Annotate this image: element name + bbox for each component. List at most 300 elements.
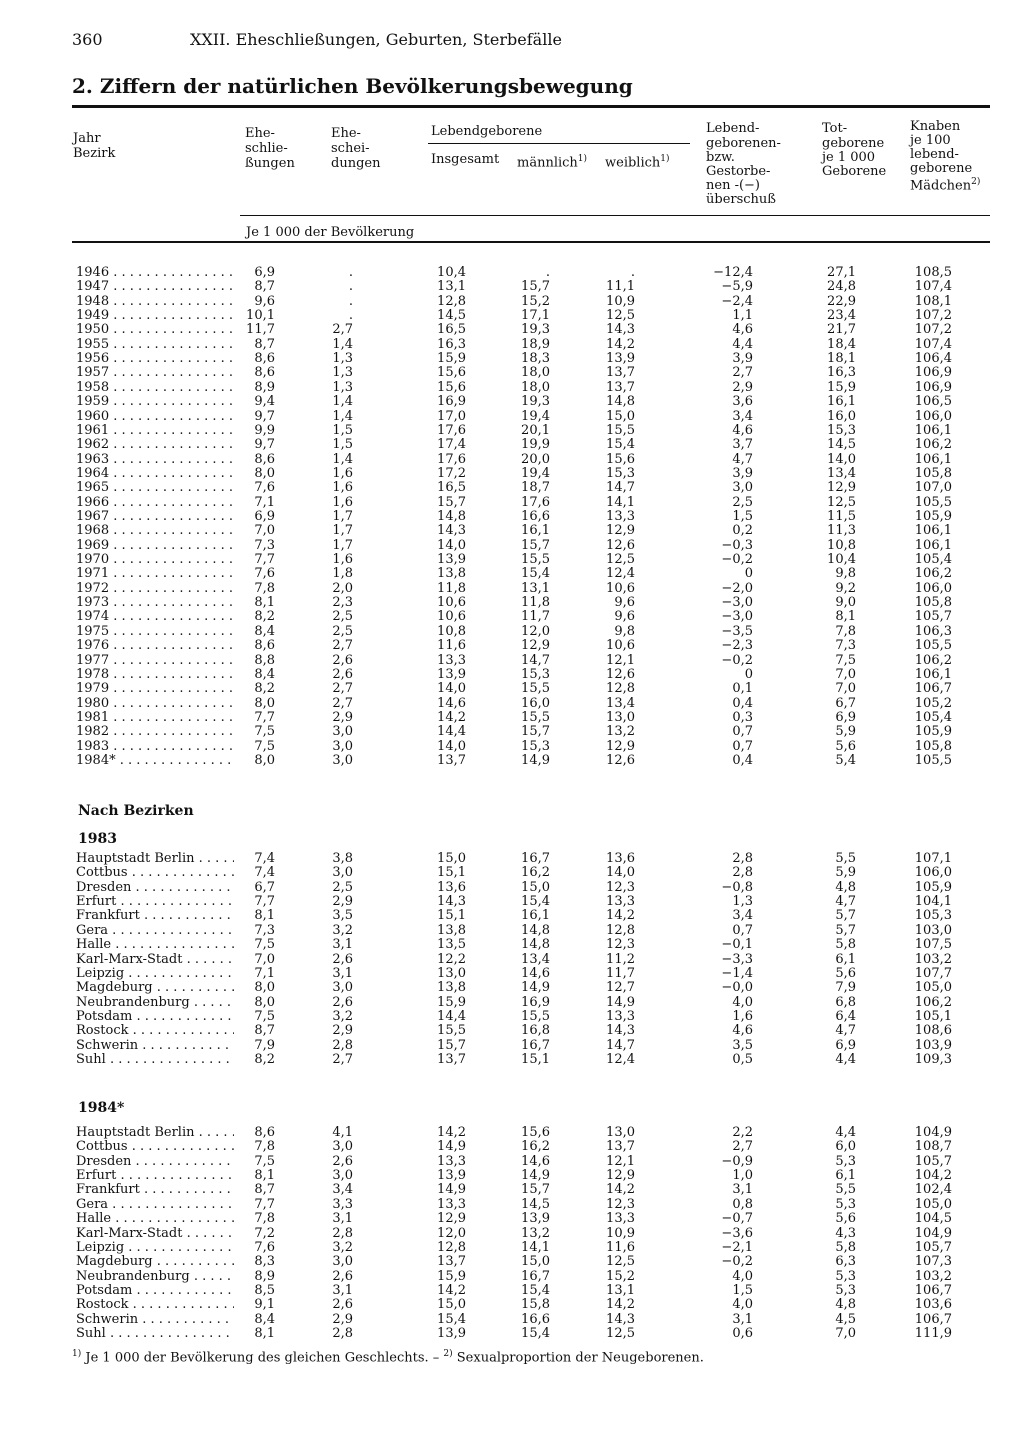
header-text: Tot- (822, 121, 848, 136)
cell-eheschliessungen: 7,3 (254, 922, 275, 938)
cell-insgesamt: 15,7 (437, 1037, 466, 1053)
cell-totgeborene: 5,9 (835, 724, 856, 740)
cell-knaben: 106,5 (914, 394, 952, 410)
cell-ueberschuss: 0,2 (732, 523, 753, 539)
cell-totgeborene: 4,8 (835, 879, 856, 895)
cell-insgesamt: 13,1 (437, 279, 466, 295)
cell-weiblich: 14,3 (606, 1311, 635, 1327)
cell-maennlich: 11,8 (521, 595, 550, 610)
cell-weiblich: 12,5 (606, 1325, 635, 1341)
cell-totgeborene: 6,0 (835, 1139, 856, 1155)
cell-knaben: 108,6 (914, 1023, 952, 1039)
cell-eheschliessungen: 7,7 (254, 894, 275, 909)
table-row (0, 697, 1024, 711)
cell-knaben: 105,0 (914, 980, 952, 996)
cell-knaben: 106,7 (914, 681, 952, 697)
cell-totgeborene: 5,6 (835, 738, 856, 754)
cell-totgeborene: 7,9 (835, 980, 856, 996)
cell-ehescheidungen: 3,5 (332, 908, 353, 924)
table-row (0, 510, 1024, 524)
row-label: 1975 . . . (76, 625, 234, 639)
cell-ehescheidungen: 3,0 (332, 1139, 353, 1155)
row-label: 1959 . . . (76, 395, 234, 409)
cell-weiblich: 13,6 (606, 851, 635, 866)
row-label: 1956 . . . (76, 352, 234, 366)
cell-eheschliessungen: 6,9 (254, 508, 275, 524)
cell-ehescheidungen: . (348, 279, 353, 295)
cell-insgesamt: 13,7 (437, 1254, 466, 1270)
cell-knaben: 106,7 (914, 1282, 952, 1298)
cell-maennlich: 16,6 (521, 508, 550, 524)
row-label: Potsdam . . . (76, 1284, 234, 1298)
table-row (0, 524, 1024, 538)
header-text: lebend- (910, 147, 959, 162)
table-row (0, 467, 1024, 481)
row-label: 1984* . . . (76, 754, 234, 768)
cell-maennlich: 16,7 (521, 851, 550, 866)
header-text: Geborene (822, 164, 887, 179)
cell-insgesamt: 17,6 (437, 422, 466, 438)
row-label: Neubrandenburg . . . (76, 996, 234, 1010)
cell-knaben: 107,1 (914, 851, 952, 866)
cell-weiblich: 13,2 (606, 724, 635, 740)
cell-totgeborene: 12,9 (827, 480, 856, 496)
cell-insgesamt: 11,6 (437, 638, 466, 654)
cell-ehescheidungen: 3,4 (332, 1182, 353, 1198)
cell-weiblich: 14,1 (606, 494, 635, 510)
section-year-1984: 1984* (78, 1100, 125, 1116)
cell-maennlich: 15,4 (521, 1325, 550, 1341)
table-row (0, 453, 1024, 467)
cell-eheschliessungen: 7,4 (254, 865, 275, 881)
cell-ehescheidungen: 3,2 (332, 1239, 353, 1255)
cell-weiblich: 13,3 (606, 894, 635, 909)
header-text: Mädchen (910, 178, 972, 194)
cell-knaben: 105,8 (914, 595, 952, 610)
table-row (0, 953, 1024, 967)
cell-ehescheidungen: . (348, 293, 353, 309)
table-row (0, 1212, 1024, 1226)
cell-maennlich: 16,0 (521, 695, 550, 711)
cell-knaben: 106,2 (914, 566, 952, 582)
cell-totgeborene: 6,1 (835, 951, 856, 967)
row-label: Erfurt . . . (76, 895, 234, 909)
header-text: je 100 (910, 133, 951, 148)
cell-ueberschuss: 2,8 (732, 865, 753, 881)
cell-ueberschuss: 3,9 (732, 351, 753, 367)
cell-ueberschuss: −2,1 (721, 1239, 753, 1255)
table-row (0, 266, 1024, 280)
cell-knaben: 107,4 (914, 279, 952, 295)
cell-weiblich: 12,4 (606, 566, 635, 582)
cell-ehescheidungen: 2,8 (332, 1225, 353, 1241)
table-row (0, 625, 1024, 639)
cell-maennlich: 14,8 (521, 937, 550, 953)
cell-knaben: 105,7 (914, 1239, 952, 1255)
header-text: nen -(−) (706, 178, 760, 193)
cell-totgeborene: 7,8 (835, 623, 856, 639)
cell-ueberschuss: 0,4 (732, 695, 753, 711)
cell-insgesamt: 14,9 (437, 1139, 466, 1155)
cell-maennlich: 15,4 (521, 894, 550, 909)
cell-ehescheidungen: 2,8 (332, 1325, 353, 1341)
cell-eheschliessungen: 9,7 (254, 437, 275, 453)
table-row (0, 754, 1024, 768)
table-row (0, 1255, 1024, 1269)
cell-insgesamt: 10,4 (437, 265, 466, 280)
cell-knaben: 106,1 (914, 422, 952, 438)
cell-eheschliessungen: 8,1 (254, 908, 275, 924)
cell-ueberschuss: 1,1 (732, 308, 753, 324)
cell-maennlich: 14,5 (521, 1196, 550, 1212)
cell-weiblich: 15,3 (606, 465, 635, 481)
cell-ehescheidungen: 2,5 (332, 879, 353, 895)
table-row (0, 1155, 1024, 1169)
cell-ueberschuss: 4,6 (732, 322, 753, 338)
cell-knaben: 105,5 (914, 752, 952, 768)
cell-weiblich: 12,9 (606, 738, 635, 754)
row-label: 1950 . . . (76, 323, 234, 337)
row-label: 1962 . . . (76, 438, 234, 452)
footnote-text: Je 1 000 der Bevölkerung des gleichen Geschlechts. – (81, 1350, 444, 1366)
cell-eheschliessungen: 7,0 (254, 951, 275, 967)
cell-eheschliessungen: 7,5 (254, 724, 275, 740)
row-label: 1982 . . . (76, 725, 234, 739)
cell-eheschliessungen: 9,9 (254, 422, 275, 438)
cell-weiblich: 15,5 (606, 422, 635, 438)
cell-insgesamt: 17,2 (437, 465, 466, 481)
cell-totgeborene: 6,4 (835, 1008, 856, 1024)
cell-knaben: 106,9 (914, 365, 952, 381)
cell-eheschliessungen: 8,2 (254, 1051, 275, 1067)
header-text: Ehe- (245, 126, 275, 141)
footnote (72, 1349, 704, 1365)
cell-ehescheidungen: 1,8 (332, 566, 353, 582)
cell-maennlich: 14,7 (521, 652, 550, 668)
cell-eheschliessungen: 7,3 (254, 537, 275, 553)
row-label: Halle . . . (76, 938, 234, 952)
cell-ueberschuss: 1,6 (732, 1008, 753, 1024)
cell-eheschliessungen: 7,5 (254, 1008, 275, 1024)
cell-weiblich: 13,7 (606, 379, 635, 395)
cell-maennlich: 18,3 (521, 351, 550, 367)
cell-weiblich: 12,5 (606, 552, 635, 567)
cell-ehescheidungen: 3,0 (332, 724, 353, 740)
cell-ehescheidungen: . (348, 265, 353, 280)
cell-insgesamt: 13,9 (437, 666, 466, 682)
cell-totgeborene: 5,5 (835, 851, 856, 866)
cell-eheschliessungen: 8,4 (254, 1311, 275, 1327)
cell-knaben: 105,9 (914, 724, 952, 740)
cell-totgeborene: 14,5 (827, 437, 856, 453)
cell-totgeborene: 11,5 (827, 508, 856, 524)
cell-insgesamt: 16,9 (437, 394, 466, 410)
row-label: 1968 . . . (76, 524, 234, 538)
row-label: Schwerin . . . (76, 1313, 234, 1327)
cell-knaben: 107,7 (914, 965, 952, 981)
cell-eheschliessungen: 6,7 (254, 879, 275, 895)
cell-ueberschuss: 0,1 (732, 681, 753, 697)
cell-insgesamt: 14,8 (437, 508, 466, 524)
cell-knaben: 105,7 (914, 1153, 952, 1169)
cell-insgesamt: 14,3 (437, 523, 466, 539)
cell-knaben: 106,1 (914, 537, 952, 553)
table-row (0, 654, 1024, 668)
cell-ueberschuss: 2,7 (732, 1139, 753, 1155)
cell-maennlich: 19,4 (521, 408, 550, 424)
cell-maennlich: 16,6 (521, 1311, 550, 1327)
row-label: 1947 . . . (76, 280, 234, 294)
row-label: 1980 . . . (76, 697, 234, 711)
cell-knaben: 103,2 (914, 951, 952, 967)
row-label: 1958 . . . (76, 381, 234, 395)
header-text: schlie- (245, 141, 288, 156)
cell-ueberschuss: 4,0 (732, 1268, 753, 1284)
cell-knaben: 106,2 (914, 437, 952, 453)
row-label: Schwerin . . . (76, 1039, 234, 1053)
cell-eheschliessungen: 8,1 (254, 1325, 275, 1341)
cell-ehescheidungen: 3,0 (332, 738, 353, 754)
table-row (0, 938, 1024, 952)
cell-knaben: 104,9 (914, 1125, 952, 1140)
cell-totgeborene: 6,8 (835, 994, 856, 1010)
cell-totgeborene: 5,3 (835, 1282, 856, 1298)
footnote-marker: 2) (443, 1349, 453, 1359)
cell-ueberschuss: 1,5 (732, 1282, 753, 1298)
cell-insgesamt: 14,9 (437, 1182, 466, 1198)
header-text: geborene (910, 161, 973, 176)
table-row (0, 381, 1024, 395)
table-row (0, 1183, 1024, 1197)
cell-weiblich: 9,8 (614, 623, 635, 639)
footnote-marker: 2) (971, 177, 981, 187)
cell-totgeborene: 18,1 (827, 351, 856, 367)
cell-ehescheidungen: 2,6 (332, 1268, 353, 1284)
cell-ehescheidungen: 3,0 (332, 1168, 353, 1183)
cell-eheschliessungen: 7,1 (254, 965, 275, 981)
cell-knaben: 106,4 (914, 351, 952, 367)
cell-insgesamt: 14,2 (437, 1125, 466, 1140)
cell-eheschliessungen: 7,6 (254, 480, 275, 496)
cell-ueberschuss: 3,1 (732, 1182, 753, 1198)
cell-insgesamt: 16,3 (437, 336, 466, 352)
cell-eheschliessungen: 8,3 (254, 1254, 275, 1270)
cell-totgeborene: 4,4 (835, 1125, 856, 1140)
cell-ueberschuss: −3,0 (721, 595, 753, 610)
cell-insgesamt: 13,8 (437, 566, 466, 582)
cell-maennlich: 14,9 (521, 980, 550, 996)
row-label: 1964 . . . (76, 467, 234, 481)
cell-ueberschuss: 0,5 (732, 1051, 753, 1067)
table-row (0, 740, 1024, 754)
cell-weiblich: 10,6 (606, 638, 635, 654)
cell-ehescheidungen: 1,3 (332, 351, 353, 367)
table-row (0, 295, 1024, 309)
cell-knaben: 102,4 (914, 1182, 952, 1198)
cell-insgesamt: 12,8 (437, 1239, 466, 1255)
cell-ueberschuss: −0,3 (721, 537, 753, 553)
table-row (0, 895, 1024, 909)
cell-ehescheidungen: 1,6 (332, 552, 353, 567)
cell-ehescheidungen: 3,0 (332, 752, 353, 768)
cell-weiblich: 9,6 (614, 595, 635, 610)
cell-ehescheidungen: 2,8 (332, 1037, 353, 1053)
cell-insgesamt: 14,5 (437, 308, 466, 324)
cell-ehescheidungen: 1,3 (332, 365, 353, 381)
cell-totgeborene: 4,4 (835, 1051, 856, 1067)
row-label: 1977 . . . (76, 654, 234, 668)
cell-ueberschuss: −5,9 (721, 279, 753, 295)
table-row (0, 711, 1024, 725)
cell-ueberschuss: 0,4 (732, 752, 753, 768)
cell-totgeborene: 5,8 (835, 937, 856, 953)
cell-insgesamt: 10,6 (437, 609, 466, 625)
cell-ehescheidungen: 3,2 (332, 1008, 353, 1024)
cell-maennlich: 15,0 (521, 879, 550, 895)
cell-totgeborene: 10,4 (827, 552, 856, 567)
cell-eheschliessungen: 8,0 (254, 994, 275, 1010)
cell-ueberschuss: −1,4 (721, 965, 753, 981)
table-row (0, 909, 1024, 923)
cell-totgeborene: 7,0 (835, 1325, 856, 1341)
cell-ueberschuss: 0 (744, 566, 753, 582)
cell-knaben: 107,2 (914, 308, 952, 324)
row-label: Magdeburg . . . (76, 1255, 234, 1269)
cell-eheschliessungen: 9,7 (254, 408, 275, 424)
cell-weiblich: 13,3 (606, 508, 635, 524)
cell-eheschliessungen: 8,4 (254, 666, 275, 682)
row-label: Suhl . . . (76, 1327, 234, 1341)
cell-ueberschuss: 2,9 (732, 379, 753, 395)
cell-insgesamt: 13,8 (437, 980, 466, 996)
cell-totgeborene: 18,4 (827, 336, 856, 352)
cell-maennlich: 19,4 (521, 465, 550, 481)
cell-weiblich: 13,3 (606, 1008, 635, 1024)
cell-insgesamt: 15,7 (437, 494, 466, 510)
cell-weiblich: 14,2 (606, 1182, 635, 1198)
cell-weiblich: 11,2 (606, 951, 635, 967)
cell-maennlich: 15,7 (521, 1182, 550, 1198)
cell-eheschliessungen: 7,5 (254, 937, 275, 953)
cell-insgesamt: 13,8 (437, 922, 466, 938)
cell-maennlich: 16,7 (521, 1268, 550, 1284)
table-row (0, 1327, 1024, 1341)
cell-knaben: 103,9 (914, 1037, 952, 1053)
table-row (0, 352, 1024, 366)
footnote-marker: 1) (72, 1349, 82, 1359)
cell-insgesamt: 17,0 (437, 408, 466, 424)
cell-maennlich: 16,1 (521, 523, 550, 539)
cell-weiblich: 12,6 (606, 752, 635, 768)
cell-maennlich: 15,3 (521, 738, 550, 754)
cell-eheschliessungen: 7,8 (254, 580, 275, 596)
cell-knaben: 104,2 (914, 1168, 952, 1183)
row-label: 1979 . . . (76, 682, 234, 696)
cell-ehescheidungen: 1,6 (332, 465, 353, 481)
cell-insgesamt: 10,6 (437, 595, 466, 610)
cell-insgesamt: 14,0 (437, 681, 466, 697)
cell-maennlich: 16,2 (521, 865, 550, 881)
cell-eheschliessungen: 8,6 (254, 351, 275, 367)
cell-knaben: 105,9 (914, 879, 952, 895)
row-label: Dresden . . . (76, 881, 234, 895)
cell-insgesamt: 15,6 (437, 379, 466, 395)
cell-maennlich: 15,2 (521, 293, 550, 309)
table-row (0, 967, 1024, 981)
cell-knaben: 109,3 (914, 1051, 952, 1067)
cell-insgesamt: 14,4 (437, 724, 466, 740)
cell-ueberschuss: −0,1 (721, 937, 753, 953)
footnote-marker: 1) (660, 154, 670, 164)
row-label: 1969 . . . (76, 539, 234, 553)
cell-maennlich: 15,7 (521, 279, 550, 295)
cell-ehescheidungen: 1,4 (332, 336, 353, 352)
cell-ueberschuss: −0,7 (721, 1211, 753, 1227)
cell-ehescheidungen: 2,5 (332, 609, 353, 625)
cell-weiblich: 13,3 (606, 1211, 635, 1227)
cell-totgeborene: 5,7 (835, 922, 856, 938)
cell-totgeborene: 5,4 (835, 752, 856, 768)
cell-ehescheidungen: 2,0 (332, 580, 353, 596)
cell-knaben: 106,0 (914, 580, 952, 596)
row-label: Cottbus . . . (76, 866, 234, 880)
cell-weiblich: 13,4 (606, 695, 635, 711)
cell-insgesamt: 14,2 (437, 709, 466, 725)
cell-ehescheidungen: 2,9 (332, 1311, 353, 1327)
cell-maennlich: 18,7 (521, 480, 550, 496)
cell-weiblich: 13,1 (606, 1282, 635, 1298)
row-label: Erfurt . . . (76, 1169, 234, 1183)
table-row (0, 323, 1024, 337)
cell-knaben: 111,9 (914, 1325, 952, 1341)
table-row (0, 1140, 1024, 1154)
cell-insgesamt: 15,1 (437, 865, 466, 881)
cell-ueberschuss: 3,1 (732, 1311, 753, 1327)
table-row (0, 366, 1024, 380)
row-label: Rostock . . . (76, 1298, 234, 1312)
cell-ueberschuss: 1,0 (732, 1168, 753, 1183)
cell-weiblich: 13,9 (606, 351, 635, 367)
row-label: Suhl . . . (76, 1053, 234, 1067)
cell-ueberschuss: −3,6 (721, 1225, 753, 1241)
table-row (0, 1227, 1024, 1241)
cell-maennlich: 12,9 (521, 638, 550, 654)
cell-knaben: 106,1 (914, 666, 952, 682)
cell-knaben: 106,3 (914, 623, 952, 639)
cell-insgesamt: 13,6 (437, 879, 466, 895)
cell-totgeborene: 7,5 (835, 652, 856, 668)
cell-maennlich: 16,8 (521, 1023, 550, 1039)
chapter-title: XXII. Eheschließungen, Geburten, Sterbefälle (190, 30, 562, 49)
table-row (0, 481, 1024, 495)
cell-ehescheidungen: 3,1 (332, 965, 353, 981)
table-row (0, 410, 1024, 424)
cell-totgeborene: 27,1 (827, 265, 856, 280)
cell-ueberschuss: 3,0 (732, 480, 753, 496)
cell-weiblich: 10,9 (606, 1225, 635, 1241)
cell-weiblich: 14,7 (606, 480, 635, 496)
table-row (0, 596, 1024, 610)
cell-ueberschuss: −2,0 (721, 580, 753, 596)
cell-insgesamt: 13,7 (437, 1051, 466, 1067)
cell-totgeborene: 4,5 (835, 1311, 856, 1327)
row-label: Cottbus . . . (76, 1140, 234, 1154)
cell-ueberschuss: 2,8 (732, 851, 753, 866)
cell-maennlich: 13,4 (521, 951, 550, 967)
header-text: geborene (822, 136, 885, 151)
section-year-1983: 1983 (78, 831, 117, 847)
cell-totgeborene: 5,3 (835, 1268, 856, 1284)
